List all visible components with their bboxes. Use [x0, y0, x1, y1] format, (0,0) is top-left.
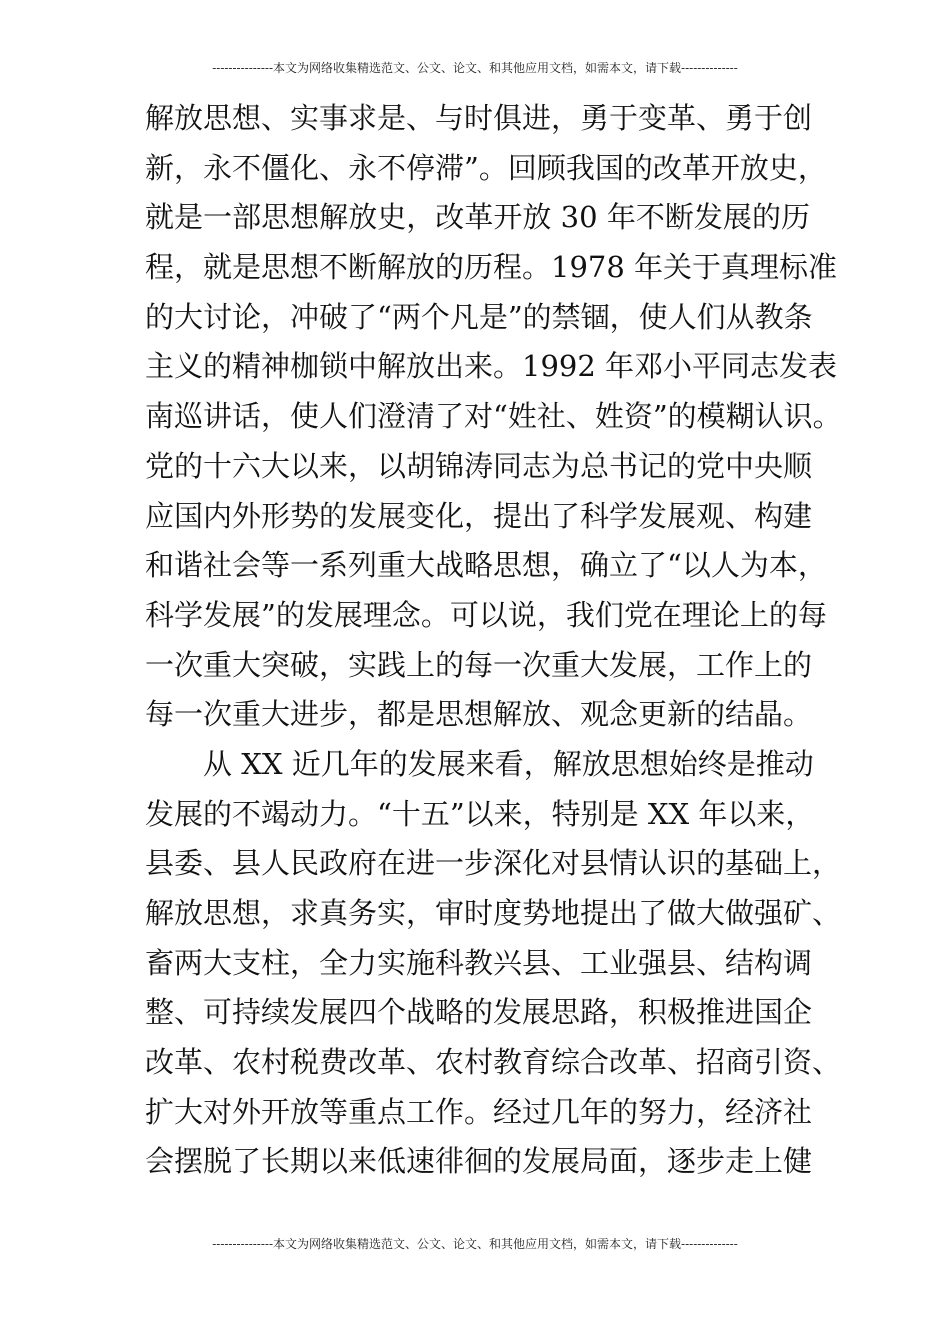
paragraph-2-line: 解放思想，求真务实，审时度势地提出了做大做强矿、	[145, 896, 842, 930]
paragraph-1-line: 应国内外形势的发展变化，提出了科学发展观、构建	[145, 498, 813, 533]
paragraph-1-line: 主义的精神枷锁中解放出来。1992 年邓小平同志发表	[145, 349, 838, 384]
paragraph-1-line: 一次重大突破，实践上的每一次重大发展，工作上的	[145, 647, 813, 682]
paragraph-1-line: 解放思想、实事求是、与时俱进，勇于变革、勇于创	[145, 101, 813, 135]
paragraph-1-line: 就是一部思想解放史，改革开放 30 年不断发展的历	[145, 200, 810, 235]
paragraph-2-line: 改革、农村税费改革、农村教育综合改革、招商引资、	[145, 1045, 842, 1080]
paragraph-1-line: 每一次重大进步，都是思想解放、观念更新的结晶。	[145, 697, 813, 732]
paragraph-1	[145, 94, 842, 740]
paragraph-2-line: 整、可持续发展四个战略的发展思路，积极推进国企	[145, 995, 813, 1030]
paragraph-2-line: 扩大对外开放等重点工作。经过几年的努力，经济社	[145, 1094, 813, 1129]
paragraph-2-line: 县委、县人民政府在进一步深化对县情认识的基础上，	[145, 846, 842, 881]
paragraph-1-line: 科学发展”的发展理念。可以说，我们党在理论上的每	[145, 597, 827, 632]
paragraph-1-line: 党的十六大以来，以胡锦涛同志为总书记的党中央顺	[145, 448, 813, 483]
document-body	[145, 94, 842, 1187]
paragraph-1-line: 南巡讲话，使人们澄清了对“姓社、姓资”的模糊认识。	[145, 399, 842, 434]
paragraph-1-line: 的大讨论，冲破了“两个凡是”的禁锢，使人们从教条	[145, 299, 813, 334]
paragraph-2-line: 发展的不竭动力。“十五”以来，特别是 XX 年以来，	[145, 796, 815, 831]
paragraph-1-line: 程，就是思想不断解放的历程。1978 年关于真理标准	[145, 250, 838, 285]
paragraph-2	[145, 740, 842, 1187]
paragraph-1-line: 和谐社会等一系列重大战略思想，确立了“以人为本，	[145, 548, 827, 583]
paragraph-2-line: 从 XX 近几年的发展来看，解放思想始终是推动	[203, 746, 814, 781]
paragraph-2-line: 会摆脱了长期以来低速徘徊的发展局面，逐步走上健	[145, 1144, 813, 1179]
paragraph-2-line: 畜两大支柱，全力实施科教兴县、工业强县、结构调	[145, 945, 813, 980]
page-footer-note: ---------------本文为网络收集精选范文、公文、论文、和其他应用文档，如需本文，请下载--------------	[212, 1237, 738, 1251]
paragraph-1-line: 新，永不僵化、永不停滞”。回顾我国的改革开放史，	[145, 150, 827, 185]
page-header-note: ---------------本文为网络收集精选范文、公文、论文、和其他应用文档，如需本文，请下载--------------	[212, 61, 738, 75]
